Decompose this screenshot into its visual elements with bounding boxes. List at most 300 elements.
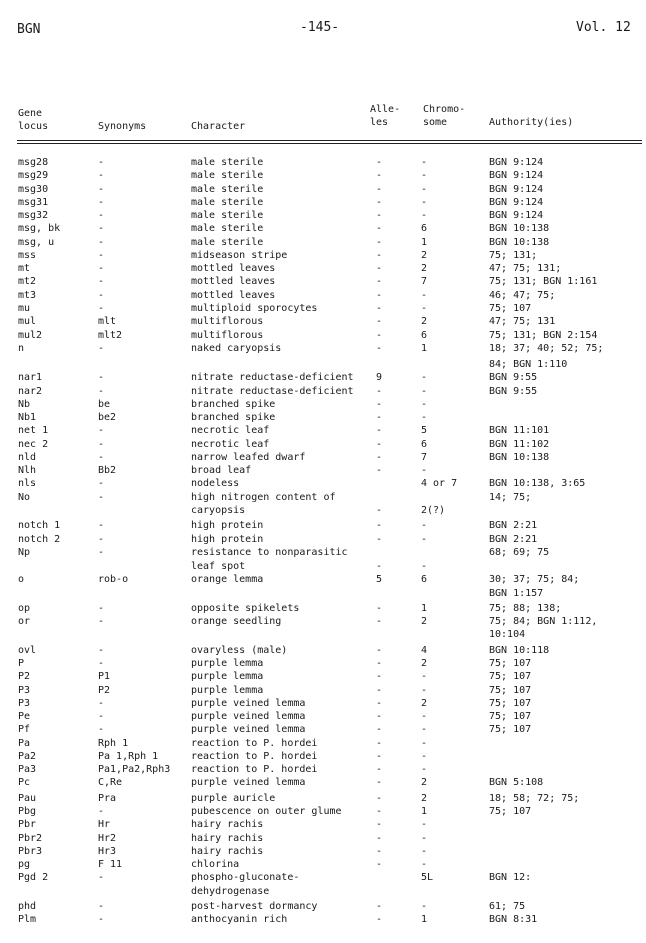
character-cell: male sterile (191, 157, 264, 168)
gene-locus-cell: or (18, 616, 31, 628)
synonyms-cell: - (98, 711, 105, 723)
synonyms-cell: - (98, 724, 105, 736)
authority-cell: BGN 10:118 (489, 644, 550, 656)
synonyms-cell: Hr3 (98, 845, 117, 857)
authority-cell: BGN 10:138, 3:65 (489, 478, 586, 490)
character-cell: multiflorous (191, 329, 264, 341)
character-cell: post-harvest dormancy (191, 900, 318, 912)
synonyms-cell: - (98, 657, 105, 669)
alleles-cell: - (376, 644, 383, 656)
authority-cell: 68; 69; 75 (489, 546, 550, 558)
character-cell: orange seedling (191, 616, 282, 628)
gene-locus-cell: P3 (18, 684, 31, 696)
character-cell: caryopsis (191, 505, 246, 517)
synonyms-cell: Pa 1,Rph 1 (98, 750, 159, 762)
gene-locus-cell: nld (18, 451, 37, 463)
gene-locus-cell: net 1 (18, 425, 49, 437)
alleles-cell: - (376, 900, 383, 912)
character-cell: purple lemma (191, 657, 264, 669)
alleles-cell: - (376, 914, 383, 926)
alleles-cell: - (376, 316, 383, 328)
authority-cell: BGN 1:157 (489, 587, 544, 599)
gene-locus-cell: msg32 (18, 210, 49, 222)
character-cell: hairy rachis (191, 819, 264, 831)
gene-locus-cell: P2 (18, 671, 31, 683)
gene-locus-cell: pg (18, 859, 31, 871)
synonyms-cell: - (98, 644, 105, 656)
character-cell: male sterile (191, 196, 264, 208)
gene-locus-cell: Pa3 (18, 764, 37, 776)
alleles-cell: - (376, 859, 383, 871)
character-cell: purple veined lemma (191, 711, 306, 723)
synonyms-cell: - (98, 697, 105, 709)
authority-cell: 75; 107 (489, 671, 532, 683)
chromosome-cell: - (421, 302, 428, 314)
chromosome-cell: 1 (421, 805, 428, 817)
authority-cell: BGN 8:31 (489, 914, 538, 926)
gene-locus-cell: notch 1 (18, 520, 61, 532)
character-cell: midseason stripe (191, 249, 288, 261)
synonyms-cell: - (98, 372, 105, 384)
alleles-cell: - (376, 289, 383, 301)
authority-cell: BGN 5:108 (489, 777, 544, 789)
authority-cell: 75; 107 (489, 302, 532, 314)
authority-cell: BGN 10:138 (489, 451, 550, 463)
authority-cell: 75; 131; (489, 249, 538, 261)
gene-locus-cell: ovl (18, 644, 37, 656)
synonyms-cell: - (98, 616, 105, 628)
synonyms-cell: - (98, 438, 105, 450)
synonyms-cell: - (98, 491, 105, 503)
authority-cell: 75; 107 (489, 805, 532, 817)
alleles-cell: - (376, 832, 383, 844)
gene-locus-cell: Pc (18, 777, 31, 789)
authority-cell: 47; 75; 131 (489, 316, 556, 328)
chromosome-cell: 6 (421, 574, 428, 586)
gene-locus-cell: msg30 (18, 183, 49, 195)
synonyms-cell: - (98, 183, 105, 195)
chromosome-cell: - (421, 157, 428, 168)
character-cell: purple veined lemma (191, 724, 306, 736)
character-cell: broad leaf (191, 465, 252, 477)
synonyms-cell: - (98, 914, 105, 926)
character-cell: reaction to P. hordei (191, 764, 318, 776)
col-header-gene-locus: Gene locus (18, 108, 49, 132)
character-cell: high protein (191, 520, 264, 532)
chromosome-cell: - (421, 900, 428, 912)
alleles-cell: - (376, 533, 383, 545)
chromosome-cell: 6 (421, 223, 428, 235)
chromosome-cell: - (421, 210, 428, 222)
authority-cell: 61; 75 (489, 900, 526, 912)
chromosome-cell: - (421, 170, 428, 182)
synonyms-cell: Pa1,Pa2,Rph3 (98, 764, 171, 776)
synonyms-cell: - (98, 451, 105, 463)
col-header-chromosome: Chromo- some (423, 104, 466, 128)
character-cell: purple veined lemma (191, 777, 306, 789)
gene-locus-cell: Pbr2 (18, 832, 43, 844)
chromosome-cell: - (421, 289, 428, 301)
gene-locus-cell: mul2 (18, 329, 43, 341)
synonyms-cell: Hr2 (98, 832, 117, 844)
synonyms-cell: - (98, 170, 105, 182)
authority-cell: 75; 107 (489, 657, 532, 669)
alleles-cell: - (376, 451, 383, 463)
synonyms-cell: - (98, 385, 105, 397)
synonyms-cell: Pra (98, 792, 117, 804)
character-cell: opposite spikelets (191, 602, 300, 614)
character-cell: male sterile (191, 236, 264, 248)
col-header-character: Character (191, 121, 246, 132)
gene-locus-cell: Nlh (18, 465, 37, 477)
alleles-cell: - (376, 792, 383, 804)
authority-cell: 10:104 (489, 629, 526, 641)
chromosome-cell: 2 (421, 249, 428, 261)
alleles-cell: - (376, 805, 383, 817)
gene-locus-cell: n (18, 342, 25, 354)
chromosome-cell: - (421, 465, 428, 477)
gene-locus-cell: mu (18, 302, 31, 314)
synonyms-cell: F 11 (98, 859, 123, 871)
character-cell: multiploid sporocytes (191, 302, 318, 314)
character-cell: nodeless (191, 478, 240, 490)
gene-locus-cell: Pbr (18, 819, 37, 831)
authority-cell: BGN 11:102 (489, 438, 550, 450)
synonyms-cell: mlt (98, 316, 117, 328)
synonyms-cell: be2 (98, 412, 117, 424)
synonyms-cell: - (98, 196, 105, 208)
character-cell: chlorina (191, 859, 240, 871)
alleles-cell: - (376, 711, 383, 723)
character-cell: hairy rachis (191, 845, 264, 857)
alleles-cell: - (376, 505, 383, 517)
character-cell: pubescence on outer glume (191, 805, 342, 817)
authority-cell: 14; 75; (489, 491, 532, 503)
gene-locus-cell: P (18, 657, 25, 669)
chromosome-cell: 6 (421, 438, 428, 450)
alleles-cell: - (376, 398, 383, 410)
authority-cell: 75; 131; BGN 2:154 (489, 329, 598, 341)
authority-cell: BGN 9:124 (489, 210, 544, 222)
authority-cell: BGN 10:138 (489, 223, 550, 235)
synonyms-cell: mlt2 (98, 329, 123, 341)
authority-cell: 75; 107 (489, 724, 532, 736)
authority-cell: BGN 9:124 (489, 196, 544, 208)
authority-cell: 75; 88; 138; (489, 602, 562, 614)
alleles-cell: - (376, 329, 383, 341)
character-cell: anthocyanin rich (191, 914, 288, 926)
authority-cell: BGN 12: (489, 872, 532, 884)
character-cell: naked caryopsis (191, 342, 282, 354)
gene-locus-cell: op (18, 602, 31, 614)
alleles-cell: - (376, 425, 383, 437)
character-cell: multiflorous (191, 316, 264, 328)
chromosome-cell: - (421, 398, 428, 410)
alleles-cell: - (376, 737, 383, 749)
chromosome-cell: 2 (421, 792, 428, 804)
alleles-cell: - (376, 520, 383, 532)
synonyms-cell: - (98, 210, 105, 222)
running-head-journal: BGN (17, 22, 41, 37)
alleles-cell: - (376, 183, 383, 195)
volume-label: Vol. 12 (576, 20, 631, 35)
gene-locus-cell: mul (18, 316, 37, 328)
alleles-cell: - (376, 764, 383, 776)
col-header-alleles: Alle- les (370, 104, 401, 128)
synonyms-cell: - (98, 533, 105, 545)
alleles-cell: - (376, 819, 383, 831)
chromosome-cell: 2(?) (421, 505, 446, 517)
chromosome-cell: - (421, 764, 428, 776)
chromosome-cell: - (421, 832, 428, 844)
chromosome-cell: 5 (421, 425, 428, 437)
gene-locus-cell: mt2 (18, 276, 37, 288)
character-cell: nitrate reductase-deficient (191, 372, 354, 384)
gene-locus-cell: Pe (18, 711, 31, 723)
character-cell: ovaryless (male) (191, 644, 288, 656)
gene-locus-cell: msg28 (18, 157, 49, 168)
synonyms-cell: - (98, 236, 105, 248)
synonyms-cell: Hr (98, 819, 111, 831)
authority-cell: 75; 107 (489, 684, 532, 696)
character-cell: male sterile (191, 210, 264, 222)
synonyms-cell: - (98, 249, 105, 261)
authority-cell: 84; BGN 1:110 (489, 359, 568, 371)
chromosome-cell: - (421, 561, 428, 573)
gene-locus-cell: Pbg (18, 805, 37, 817)
gene-locus-cell: phd (18, 900, 37, 912)
alleles-cell: - (376, 210, 383, 222)
character-cell: branched spike (191, 398, 276, 410)
synonyms-cell: - (98, 478, 105, 490)
gene-locus-cell: Plm (18, 914, 37, 926)
chromosome-cell: - (421, 183, 428, 195)
gene-locus-cell: nar2 (18, 385, 43, 397)
synonyms-cell: C,Re (98, 777, 123, 789)
gene-locus-cell: o (18, 574, 25, 586)
gene-locus-cell: Pau (18, 792, 37, 804)
gene-locus-cell: msg, bk (18, 223, 61, 235)
synonyms-cell: P2 (98, 684, 111, 696)
character-cell: phospho-gluconate- (191, 872, 300, 884)
gene-locus-cell: mss (18, 249, 37, 261)
character-cell: high nitrogen content of (191, 491, 336, 503)
character-cell: mottled leaves (191, 263, 276, 275)
gene-locus-cell: notch 2 (18, 533, 61, 545)
authority-cell: 46; 47; 75; (489, 289, 556, 301)
authority-cell: BGN 2:21 (489, 520, 538, 532)
character-cell: dehydrogenase (191, 885, 270, 897)
chromosome-cell: 2 (421, 777, 428, 789)
chromosome-cell: - (421, 750, 428, 762)
chromosome-cell: 1 (421, 914, 428, 926)
synonyms-cell: - (98, 900, 105, 912)
authority-cell: BGN 9:124 (489, 157, 544, 168)
gene-locus-cell: Nb1 (18, 412, 37, 424)
authority-cell: BGN 9:124 (489, 183, 544, 195)
gene-locus-cell: msg, u (18, 236, 55, 248)
chromosome-cell: - (421, 196, 428, 208)
synonyms-cell: - (98, 546, 105, 558)
synonyms-cell: - (98, 263, 105, 275)
chromosome-cell: - (421, 711, 428, 723)
chromosome-cell: 2 (421, 616, 428, 628)
gene-locus-cell: mt (18, 263, 31, 275)
chromosome-cell: - (421, 533, 428, 545)
character-cell: purple lemma (191, 671, 264, 683)
gene-locus-cell: Nb (18, 398, 31, 410)
synonyms-cell: - (98, 302, 105, 314)
character-cell: orange lemma (191, 574, 264, 586)
alleles-cell: - (376, 465, 383, 477)
character-cell: leaf spot (191, 561, 246, 573)
chromosome-cell: - (421, 412, 428, 424)
chromosome-cell: - (421, 385, 428, 397)
alleles-cell: - (376, 697, 383, 709)
gene-locus-cell: nar1 (18, 372, 43, 384)
alleles-cell: - (376, 561, 383, 573)
synonyms-cell: - (98, 223, 105, 235)
authority-cell: BGN 11:101 (489, 425, 550, 437)
synonyms-cell: - (98, 872, 105, 884)
alleles-cell: - (376, 750, 383, 762)
alleles-cell: - (376, 777, 383, 789)
gene-locus-cell: Pa2 (18, 750, 37, 762)
synonyms-cell: - (98, 602, 105, 614)
alleles-cell: - (376, 657, 383, 669)
alleles-cell: - (376, 684, 383, 696)
chromosome-cell: 7 (421, 276, 428, 288)
chromosome-cell: 2 (421, 697, 428, 709)
gene-locus-cell: nec 2 (18, 438, 49, 450)
synonyms-cell: rob-o (98, 574, 129, 586)
character-cell: reaction to P. hordei (191, 737, 318, 749)
synonyms-cell: - (98, 157, 105, 168)
authority-cell: 75; 84; BGN 1:112, (489, 616, 598, 628)
alleles-cell: - (376, 170, 383, 182)
synonyms-cell: - (98, 289, 105, 301)
gene-locus-cell: msg31 (18, 196, 49, 208)
authority-cell: 18; 58; 72; 75; (489, 792, 580, 804)
chromosome-cell: 2 (421, 657, 428, 669)
alleles-cell: - (376, 157, 383, 168)
page-number: -145- (300, 20, 340, 35)
alleles-cell: - (376, 249, 383, 261)
synonyms-cell: P1 (98, 671, 111, 683)
chromosome-cell: - (421, 520, 428, 532)
character-cell: male sterile (191, 170, 264, 182)
authority-cell: 75; 107 (489, 697, 532, 709)
chromosome-cell: 4 (421, 644, 428, 656)
chromosome-cell: - (421, 845, 428, 857)
authority-cell: 47; 75; 131; (489, 263, 562, 275)
synonyms-cell: - (98, 520, 105, 532)
gene-locus-cell: Pf (18, 724, 31, 736)
character-cell: purple veined lemma (191, 697, 306, 709)
gene-locus-cell: Pgd 2 (18, 872, 49, 884)
alleles-cell: - (376, 671, 383, 683)
alleles-cell: 9 (376, 372, 383, 384)
alleles-cell: - (376, 276, 383, 288)
gene-locus-cell: nls (18, 478, 37, 490)
alleles-cell: - (376, 438, 383, 450)
chromosome-cell: 1 (421, 602, 428, 614)
authority-cell: BGN 2:21 (489, 533, 538, 545)
chromosome-cell: - (421, 684, 428, 696)
chromosome-cell: 1 (421, 236, 428, 248)
chromosome-cell: - (421, 724, 428, 736)
chromosome-cell: 2 (421, 263, 428, 275)
col-header-authorities: Authority(ies) (489, 117, 574, 128)
alleles-cell: - (376, 263, 383, 275)
chromosome-cell: 6 (421, 329, 428, 341)
chromosome-cell: 5L (421, 872, 434, 884)
gene-locus-cell: msg29 (18, 170, 49, 182)
gene-locus-cell: P3 (18, 697, 31, 709)
synonyms-cell: - (98, 342, 105, 354)
synonyms-cell: Rph 1 (98, 737, 129, 749)
character-cell: male sterile (191, 183, 264, 195)
authority-cell: BGN 9:55 (489, 385, 538, 397)
chromosome-cell: - (421, 671, 428, 683)
chromosome-cell: 4 or 7 (421, 478, 458, 490)
character-cell: mottled leaves (191, 276, 276, 288)
authority-cell: 75; 107 (489, 711, 532, 723)
character-cell: high protein (191, 533, 264, 545)
alleles-cell: - (376, 602, 383, 614)
alleles-cell: - (376, 223, 383, 235)
character-cell: resistance to nonparasitic (191, 546, 348, 558)
alleles-cell: - (376, 724, 383, 736)
gene-locus-cell: Pa (18, 737, 31, 749)
alleles-cell: - (376, 616, 383, 628)
gene-locus-cell: Np (18, 546, 31, 558)
authority-cell: 75; 131; BGN 1:161 (489, 276, 598, 288)
gene-locus-cell: No (18, 491, 31, 503)
alleles-cell: - (376, 412, 383, 424)
alleles-cell: - (376, 196, 383, 208)
alleles-cell: - (376, 845, 383, 857)
chromosome-cell: - (421, 372, 428, 384)
character-cell: branched spike (191, 412, 276, 424)
col-header-synonyms: Synonyms (98, 121, 147, 132)
alleles-cell: - (376, 236, 383, 248)
synonyms-cell: Bb2 (98, 465, 117, 477)
gene-locus-cell: mt3 (18, 289, 37, 301)
character-cell: narrow leafed dwarf (191, 451, 306, 463)
character-cell: purple lemma (191, 684, 264, 696)
character-cell: mottled leaves (191, 289, 276, 301)
character-cell: purple auricle (191, 792, 276, 804)
chromosome-cell: - (421, 737, 428, 749)
chromosome-cell: - (421, 819, 428, 831)
synonyms-cell: - (98, 276, 105, 288)
synonyms-cell: - (98, 425, 105, 437)
alleles-cell: - (376, 342, 383, 354)
gene-locus-cell: Pbr3 (18, 845, 43, 857)
synonyms-cell: - (98, 805, 105, 817)
character-cell: necrotic leaf (191, 425, 270, 437)
alleles-cell: - (376, 385, 383, 397)
alleles-cell: 5 (376, 574, 383, 586)
alleles-cell: - (376, 302, 383, 314)
authority-cell: 18; 37; 40; 52; 75; (489, 342, 604, 354)
character-cell: male sterile (191, 223, 264, 235)
synonyms-cell: be (98, 398, 111, 410)
chromosome-cell: 7 (421, 451, 428, 463)
chromosome-cell: 2 (421, 316, 428, 328)
character-cell: necrotic leaf (191, 438, 270, 450)
